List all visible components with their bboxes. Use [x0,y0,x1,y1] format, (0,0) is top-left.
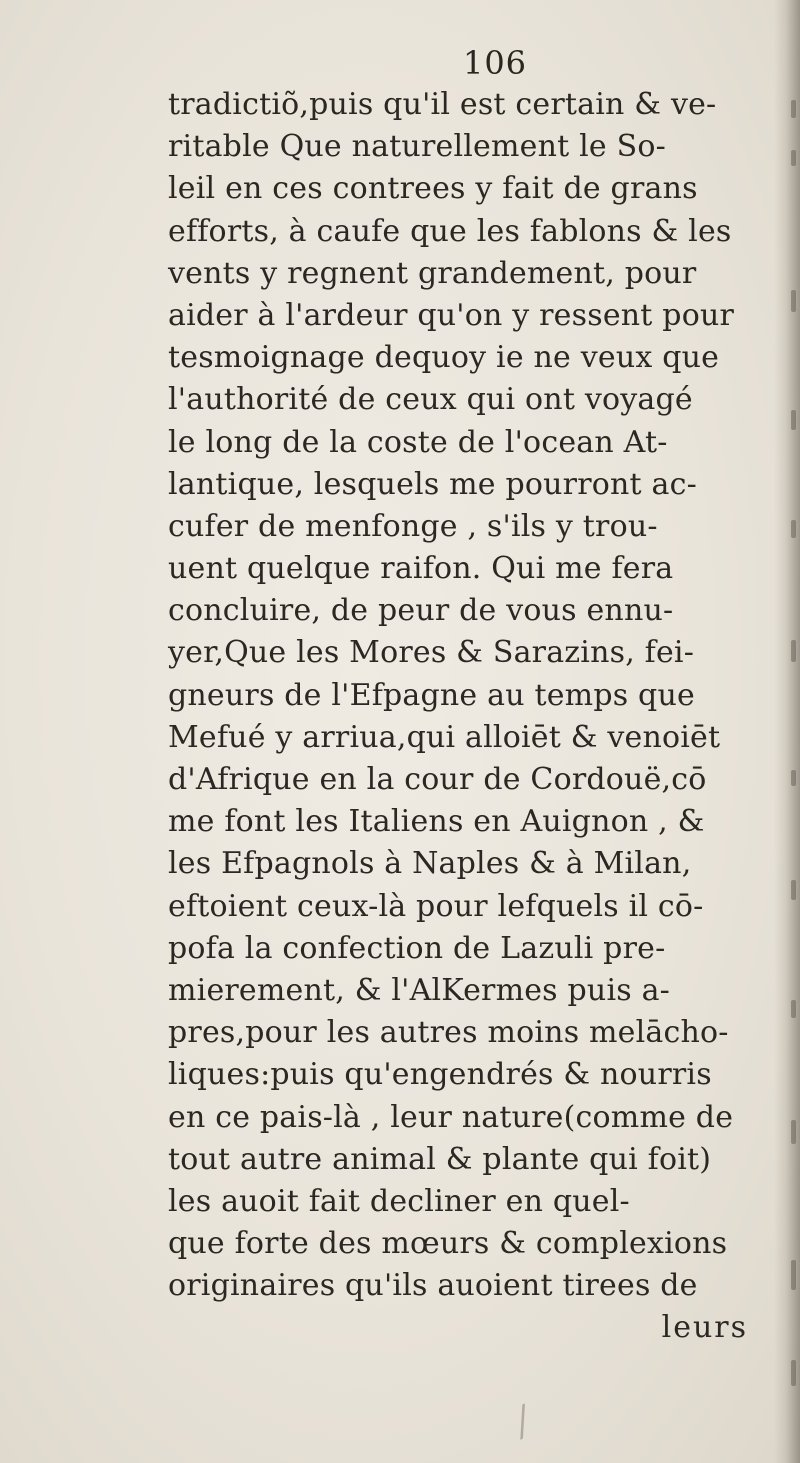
text-line: leil en ces contrees y fait de grans [168,171,698,207]
text-line: pofa la confection de Lazuli pre- [168,930,666,966]
text-line: les auoit fait decliner en quel- [168,1183,630,1219]
text-line: mierement, & l'AlKermes puis a- [168,972,670,1008]
text-line: tesmoignage dequoy ie ne veux que [168,340,720,376]
text-line: eftoient ceux-là pour lefquels il cō- [168,888,704,924]
text-line: tradictiõ,puis qu'il est certain & ve- [168,87,717,122]
body-text [168,84,758,1350]
text-line: gneurs de l'Efpagne au temps que [168,677,695,713]
text-line: pres,pour les autres moins melācho- [168,1015,729,1051]
text-line: tout autre animal & plante qui foit) [168,1141,712,1177]
text-line: liques:puis qu'engendrés & nourris [168,1057,712,1093]
show-through-mark: ⁄ [509,1401,538,1445]
text-line: concluire, de peur de vous ennu- [168,593,674,629]
text-line: uent quelque raifon. Qui me fera [168,551,674,587]
catchword: leurs [661,1310,748,1346]
page-edge-marks [782,0,796,1463]
catchword-line [168,1307,758,1349]
text-line: Mefué y arriua,qui alloiēt & venoiēt [168,719,721,755]
text-line: originaires qu'ils auoient tirees de [168,1268,698,1304]
text-line: les Efpagnols à Naples & à Milan, [168,846,692,882]
text-line: l'authorité de ceux qui ont voyagé [168,382,693,418]
text-line: ritable Que naturellement le So- [168,129,666,165]
text-line: me font les Italiens en Auignon , & [168,804,705,840]
text-line: yer,Que les Mores & Sarazins, fei- [168,635,695,671]
text-line: efforts, à caufe que les fablons & les [168,213,732,249]
text-line: que forte des mœurs & complexions [168,1226,728,1262]
text-line: en ce pais-là , leur nature(comme de [168,1099,734,1135]
text-line: aider à l'ardeur qu'on y ressent pour [168,297,735,333]
text-line: d'Afrique en la cour de Cordouë,cō [168,762,707,797]
page-number: 106 [462,44,528,82]
text-line: vents y regnent grandement, pour [168,255,697,291]
text-line: lantique, lesquels me pourront ac- [168,466,697,502]
text-line: cufer de menfonge , s'ils y trou- [168,508,658,544]
text-line: le long de la coste de l'ocean At- [168,424,668,460]
